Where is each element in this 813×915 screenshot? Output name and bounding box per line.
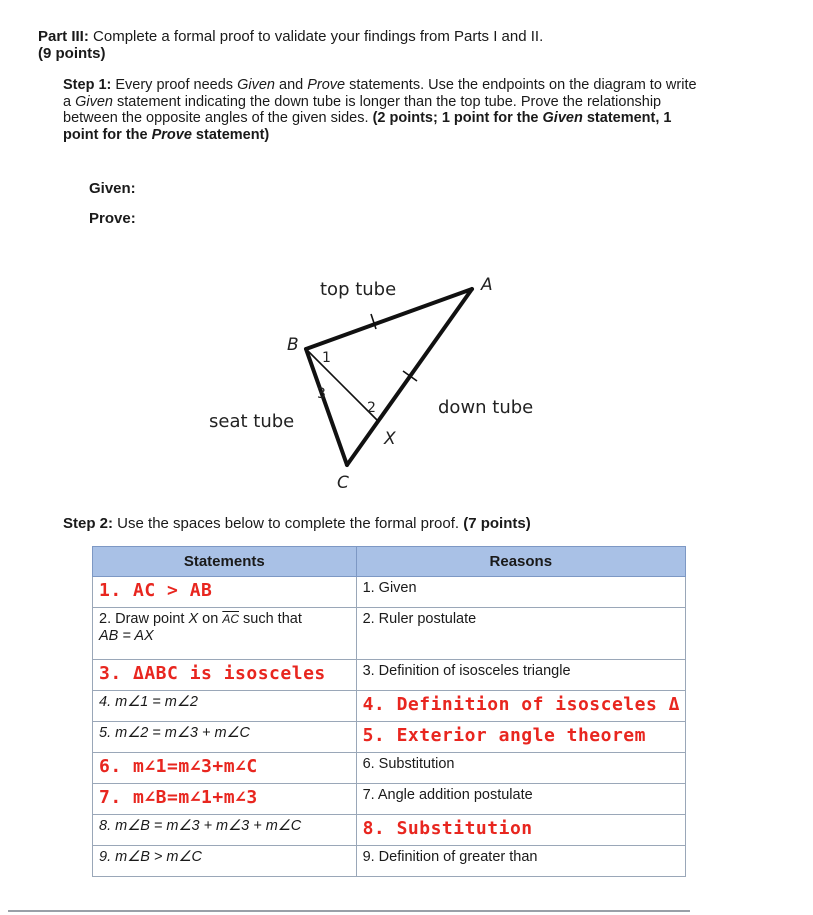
reason-text: 3. Definition of isosceles triangle <box>362 663 571 679</box>
step1-label: Step 1: <box>63 77 112 93</box>
label-seat-tube: seat tube <box>209 411 295 432</box>
statement-cell[interactable] <box>93 753 357 784</box>
table-header-row <box>93 547 686 577</box>
statement-cell[interactable] <box>93 577 357 608</box>
handwritten-reason: 5. Exterior angle theorem <box>362 725 646 746</box>
reason-cell[interactable] <box>356 722 685 753</box>
statement-cell: 2. Draw point X on $\overline{AC}$ such that AB = AX <box>93 608 357 660</box>
reason-cell <box>356 608 685 660</box>
reason-cell <box>356 577 685 608</box>
step1-text-4: statement indicating the down tube is longer than the top tube. Prove the relationship between the opposite angles of the given sides. <box>63 93 662 126</box>
step1-text-1: Every proof needs <box>111 77 238 93</box>
step1-prove-word: Prove <box>307 77 346 93</box>
table-row <box>93 753 686 784</box>
handwritten-statement: 1. AC > AB <box>99 580 213 601</box>
handwritten-reason: 8. Substitution <box>362 818 533 839</box>
statement-equation: AB = AX <box>99 628 154 644</box>
step1-points: (2 points; 1 point for the Given statement, 1 point for the Prove statement) <box>63 110 672 143</box>
angle-label-3: 3 <box>317 386 326 402</box>
step2-instructions <box>63 515 531 532</box>
bottom-divider <box>8 910 690 912</box>
step2-label: Step 2: <box>63 515 114 532</box>
handwritten-statement: 3. ΔABC is isosceles <box>99 663 326 684</box>
step1-given-word: Given <box>237 77 275 93</box>
statement-text: 9. m∠B > m∠C <box>99 849 202 865</box>
statement-cell <box>93 722 357 753</box>
reason-text: 6. Substitution <box>362 756 455 772</box>
header-statements: Statements <box>93 547 357 577</box>
step1-instructions <box>63 77 703 143</box>
step2-text: Use the spaces below to complete the formal proof. <box>113 515 464 532</box>
down-tube-side <box>347 289 472 465</box>
reason-cell <box>356 846 685 877</box>
header-reasons: Reasons <box>356 547 685 577</box>
part-points: (9 points) <box>38 45 106 62</box>
reason-text: 1. Given <box>362 580 417 596</box>
table-row <box>93 815 686 846</box>
given-label: Given: <box>89 180 136 197</box>
angle-label-2: 2 <box>367 400 376 416</box>
statement-text: 5. m∠2 = m∠3 + m∠C <box>99 725 251 741</box>
point-label-x: X <box>384 429 396 449</box>
reason-cell <box>356 753 685 784</box>
vertex-label-a: A <box>481 275 493 295</box>
step2-points: (7 points) <box>463 515 531 532</box>
statement-cell <box>93 815 357 846</box>
bike-frame-diagram <box>200 265 560 505</box>
reason-cell <box>356 660 685 691</box>
step1-given-word-2: Given <box>75 93 113 110</box>
table-row <box>93 660 686 691</box>
reason-text: 2. Ruler postulate <box>362 611 477 627</box>
table-row <box>93 691 686 722</box>
seat-tube-side <box>306 349 347 465</box>
statement-point-x: X <box>188 611 199 627</box>
label-down-tube: down tube <box>438 397 534 418</box>
statement-text: 8. m∠B = m∠3 + m∠3 + m∠C <box>99 818 302 834</box>
handwritten-reason: 4. Definition of isosceles Δ <box>362 694 680 715</box>
part-label: Part III: <box>38 28 89 45</box>
proof-table <box>92 546 686 877</box>
label-top-tube: top tube <box>320 279 397 300</box>
vertex-label-c: C <box>337 473 349 493</box>
table-row <box>93 722 686 753</box>
statement-text: 2. Draw point <box>99 611 189 627</box>
table-row <box>93 608 686 660</box>
vertex-label-b: B <box>287 335 299 355</box>
part-text: Complete a formal proof to validate your findings from Parts I and II. <box>88 28 544 45</box>
segment-ac: $\overline{AC}$ <box>222 612 239 626</box>
step1-text-3: statements. Use the endpoints on the diagram to write a <box>63 77 697 110</box>
reason-text: 7. Angle addition postulate <box>362 787 533 803</box>
statement-text: 4. m∠1 = m∠2 <box>99 694 198 710</box>
reason-cell[interactable] <box>356 691 685 722</box>
statement-cell[interactable] <box>93 660 357 691</box>
handwritten-statement: 6. m∠1=m∠3+m∠C <box>99 756 258 777</box>
handwritten-statement: 7. m∠B=m∠1+m∠3 <box>99 787 258 808</box>
reason-text: 9. Definition of greater than <box>362 849 538 865</box>
table-row <box>93 577 686 608</box>
step1-text-2: and <box>274 77 308 93</box>
prove-label: Prove: <box>89 210 136 227</box>
table-row <box>93 846 686 877</box>
reason-cell <box>356 784 685 815</box>
statement-cell[interactable] <box>93 784 357 815</box>
statement-cell <box>93 691 357 722</box>
table-row <box>93 784 686 815</box>
statement-cell <box>93 846 357 877</box>
angle-label-1: 1 <box>322 350 331 366</box>
part-iii-heading <box>38 28 758 62</box>
reason-cell[interactable] <box>356 815 685 846</box>
